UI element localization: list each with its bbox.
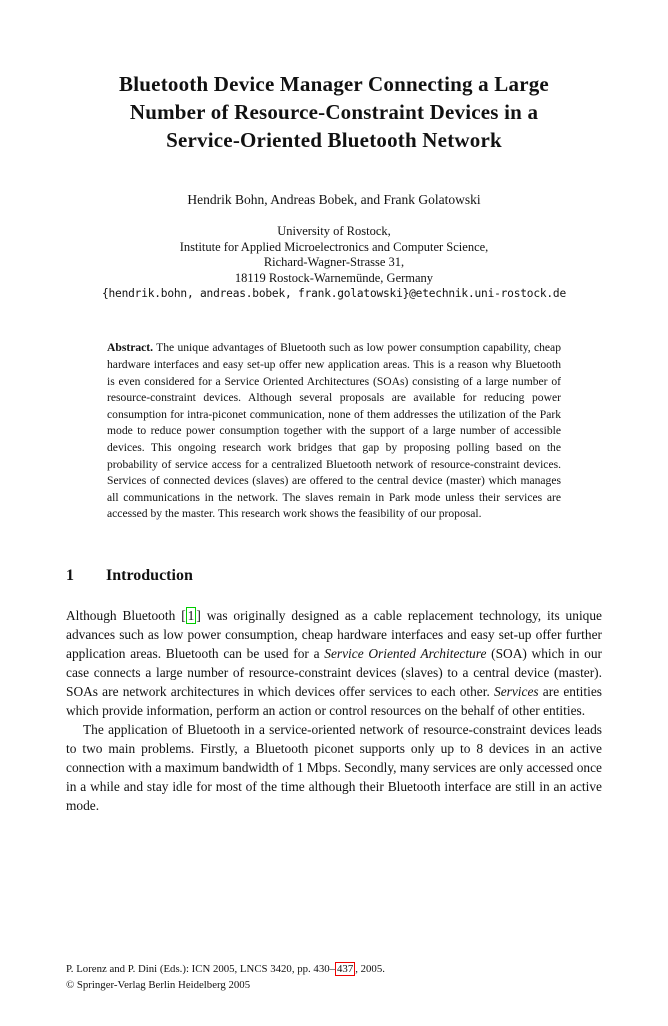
footer-copyright-line: © Springer-Verlag Berlin Heidelberg 2005 xyxy=(66,978,251,991)
affiliation-block xyxy=(0,224,668,302)
paper-title-line-1: Bluetooth Device Manager Connecting a Large xyxy=(119,72,549,96)
intro-p1-italic-soa: Service Oriented Architecture xyxy=(324,645,487,661)
paper-title-line-2: Number of Resource-Constraint Devices in a xyxy=(129,100,539,124)
intro-p1-text-3: (SOA) which in our case connects a large number of resource-constraint devices (slaves) to a central device (master). SOAs are network architectures in which devices offer services to each other. xyxy=(66,645,602,699)
citation-link-1[interactable]: 1 xyxy=(187,607,195,623)
footer-citation-text-end: , 2005. xyxy=(355,963,385,975)
affiliation-line-4: 18119 Rostock-Warnemünde, Germany xyxy=(234,270,434,285)
intro-paragraph-1 xyxy=(66,606,602,720)
citation-bracket-close: ] xyxy=(196,607,201,623)
authors-line: Hendrik Bohn, Andreas Bobek, and Frank Golatowski xyxy=(187,192,481,207)
abstract-block xyxy=(107,340,561,523)
intro-p1-text-2: was originally designed as a cable replacement technology, its unique advances such as low power consumption, cheap hardware interfaces and easy set-up offer further application areas. Bluetooth can be used for a xyxy=(66,607,602,661)
footer-page-link[interactable]: 437 xyxy=(337,963,354,975)
affiliation-line-1: University of Rostock, xyxy=(277,224,391,238)
authors-email: {hendrik.bohn, andreas.bobek, frank.golatowski}@etechnik.uni-rostock.de xyxy=(101,287,567,301)
affiliation-line-3: Richard-Wagner-Strasse 31, xyxy=(263,255,405,270)
section-number: 1 xyxy=(66,566,74,584)
footer-citation-line xyxy=(66,962,602,978)
intro-paragraph-2: The application of Bluetooth in a service-oriented network of resource-constraint devices leads to two main problems. Firstly, a Bluetooth piconet supports only up to 8 devices in an active connection with a maximum bandwidth of 1 Mbps. Secondly, many services are only accessed once in a while and stay idle for most of the time although their Bluetooth interface are still in an active mode. xyxy=(66,721,602,813)
footer-block xyxy=(66,962,602,993)
affiliation-line-2: Institute for Applied Microelectronics and Computer Science, xyxy=(179,239,489,254)
intro-p1-italic-services: Services xyxy=(494,683,539,699)
section-title: Introduction xyxy=(106,566,193,584)
intro-p1-text-4: are entities which provide information, perform an action or control resources on the behalf of other entities. xyxy=(66,683,602,718)
footer-citation-text: P. Lorenz and P. Dini (Eds.): ICN 2005, LNCS 3420, pp. 430– xyxy=(66,963,336,975)
intro-p1-text: Although Bluetooth xyxy=(66,607,182,623)
abstract-text: The unique advantages of Bluetooth such as low power consumption capability, cheap hardware interfaces and easy set-up offer new application areas. This is a reason why Bluetooth is even considered for a Service Oriented Architectures (SOAs) consisting of a large number of resource-constraint devices. Although several proposals are available for reducing power consumption for intra-piconet communication, none of them addresses the utilization of the Park mode to reduce power consumption together with the support of a large number of accessible devices. This ongoing research work bridges that gap by proposing polling based on the probability of service access for a centralized Bluetooth network of resource-constraint devices. Services of connected devices (slaves) are offered to the central device (master) which manages all communications in the network. The slaves remain in Park mode unless their services are accessed by the master. This research work shows the feasibility of our proposal. xyxy=(107,341,561,521)
paper-title-line-3: Service-Oriented Bluetooth Network xyxy=(166,128,502,152)
citation-bracket-open: [ xyxy=(181,607,186,623)
abstract-label: Abstract. xyxy=(107,341,154,355)
section-heading-introduction xyxy=(66,567,602,585)
paper-title xyxy=(40,70,628,154)
